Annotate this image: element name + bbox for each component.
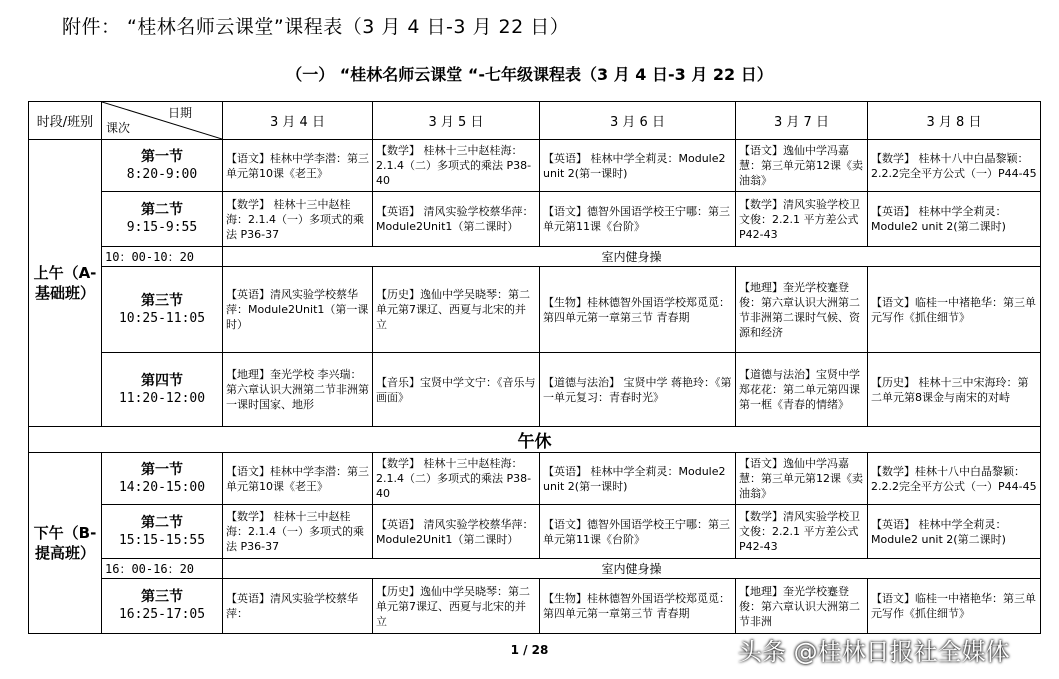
lesson-cell[interactable]: 【语文】桂林中学李潜：第三单元第10课《老王》 — [223, 140, 373, 192]
lunch-label: 午休 — [29, 427, 1041, 453]
morning-slot-3: 第三节 10:25-11:05 — [102, 267, 223, 353]
lesson-cell[interactable]: 【数学】清风实验学校卫文俊：2.2.1 平方差公式 P42-43 — [736, 192, 868, 247]
afternoon-period-label: 下午（B-提高班） — [29, 453, 102, 634]
header-date-5: 3 月 8 日 — [868, 102, 1041, 140]
table-row — [29, 267, 1041, 353]
lesson-cell[interactable]: 【语文】临桂一中褚艳华：第三单元写作《抓住细节》 — [868, 579, 1041, 634]
lesson-cell[interactable]: 【数学】 桂林十三中赵桂海：2.1.4（一）多项式的乘法 P36-37 — [223, 192, 373, 247]
lesson-cell[interactable]: 【英语】 桂林中学全莉灵：Module2 unit 2(第一课时) — [540, 140, 736, 192]
lesson-cell[interactable]: 【英语】清风实验学校蔡华萍：Module2Unit1（第一课时） — [223, 267, 373, 353]
afternoon-slot-3: 第三节 16:25-17:05 — [102, 579, 223, 634]
header-date-label: 日期 — [167, 106, 192, 120]
lesson-cell[interactable]: 【英语】清风实验学校蔡华萍： — [223, 579, 373, 634]
header-lesson-label: 课次 — [106, 121, 131, 135]
header-row — [29, 102, 1041, 140]
header-date-2: 3 月 5 日 — [373, 102, 540, 140]
break-row — [29, 559, 1041, 579]
watermark: 头条 @桂林日报社全媒体 — [738, 638, 1010, 666]
morning-break-time: 10：00-10：20 — [102, 247, 223, 267]
lesson-cell[interactable]: 【英语】 桂林中学全莉灵：Module2 unit 2(第一课时) — [540, 453, 736, 505]
header-date-3: 3 月 6 日 — [540, 102, 736, 140]
afternoon-slot-2: 第二节 15:15-15:55 — [102, 505, 223, 559]
table-row — [29, 192, 1041, 247]
morning-slot-1: 第一节 8:20-9:00 — [102, 140, 223, 192]
lesson-cell[interactable]: 【地理】奎光学校 李兴瑞：第六章认识大洲第二节非洲第一课时国家、地形 — [223, 353, 373, 427]
schedule-table — [28, 101, 1041, 634]
lesson-cell[interactable]: 【语文】临桂一中褚艳华：第三单元写作《抓住细节》 — [868, 267, 1041, 353]
lesson-cell[interactable]: 【历史】逸仙中学吴晓琴：第二单元第7课辽、西夏与北宋的并立 — [373, 267, 540, 353]
table-row — [29, 353, 1041, 427]
lunch-row — [29, 427, 1041, 453]
afternoon-break-label: 室内健身操 — [223, 559, 1041, 579]
morning-slot-2: 第二节 9:15-9:55 — [102, 192, 223, 247]
attachment-title: 附件： “桂林名师云课堂”课程表（3 月 4 日-3 月 22 日） — [62, 16, 570, 38]
lesson-cell[interactable]: 【数学】 桂林十三中赵桂海：2.1.4（一）多项式的乘法 P36-37 — [223, 505, 373, 559]
table-row — [29, 505, 1041, 559]
lesson-cell[interactable]: 【音乐】宝贤中学文宁：《音乐与画面》 — [373, 353, 540, 427]
break-row — [29, 247, 1041, 267]
header-date-4: 3 月 7 日 — [736, 102, 868, 140]
schedule-subtitle: （一） “桂林名师云课堂 “-七年级课程表（3 月 4 日-3 月 22 日） — [286, 65, 773, 84]
header-date-1: 3 月 4 日 — [223, 102, 373, 140]
lesson-cell[interactable]: 【地理】奎光学校蹇登俊：第六章认识大洲第二节非洲 — [736, 579, 868, 634]
lesson-cell[interactable]: 【语文】逸仙中学冯嘉慧：第三单元第12课《卖油翁》 — [736, 453, 868, 505]
lesson-cell[interactable]: 【数学】桂林十八中白晶黎颖：2.2.2完全平方公式（一）P44-45 — [868, 453, 1041, 505]
lesson-cell[interactable]: 【生物】桂林德智外国语学校郑觅觅：第四单元第一章第三节 青春期 — [540, 579, 736, 634]
afternoon-break-time: 16：00-16：20 — [102, 559, 223, 579]
lesson-cell[interactable]: 【数学】 桂林十八中白晶黎颖：2.2.2完全平方公式（一）P44-45 — [868, 140, 1041, 192]
table-row — [29, 453, 1041, 505]
lesson-cell[interactable]: 【语文】德智外国语学校王宁哪：第三单元第11课《台阶》 — [540, 505, 736, 559]
lesson-cell[interactable]: 【数学】 桂林十三中赵桂海：2.1.4（二）多项式的乘法 P38-40 — [373, 453, 540, 505]
lesson-cell[interactable]: 【历史】 桂林十三中宋海玲：第二单元第8课金与南宋的对峙 — [868, 353, 1041, 427]
morning-period-label: 上午（A-基础班） — [29, 140, 102, 427]
table-row — [29, 579, 1041, 634]
lesson-cell[interactable]: 【数学】 桂林十三中赵桂海：2.1.4（二）多项式的乘法 P38-40 — [373, 140, 540, 192]
lesson-cell[interactable]: 【英语】 桂林中学全莉灵：Module2 unit 2(第二课时) — [868, 505, 1041, 559]
lesson-cell[interactable]: 【语文】逸仙中学冯嘉慧：第三单元第12课《卖油翁》 — [736, 140, 868, 192]
lesson-cell[interactable]: 【生物】桂林德智外国语学校郑觅觅：第四单元第一章第三节 青春期 — [540, 267, 736, 353]
lesson-cell[interactable]: 【英语】 清风实验学校蔡华萍：Module2Unit1（第二课时） — [373, 505, 540, 559]
lesson-cell[interactable]: 【道德与法治】 宝贤中学 蒋艳玲：《第一单元复习：青春时光》 — [540, 353, 736, 427]
page-number: 1 / 28 — [510, 643, 549, 657]
lesson-cell[interactable]: 【数学】清风实验学校卫文俊：2.2.1 平方差公式 P42-43 — [736, 505, 868, 559]
lesson-cell[interactable]: 【语文】桂林中学李潜：第三单元第10课《老王》 — [223, 453, 373, 505]
morning-slot-4: 第四节 11:20-12:00 — [102, 353, 223, 427]
lesson-cell[interactable]: 【英语】 清风实验学校蔡华萍：Module2Unit1（第二课时） — [373, 192, 540, 247]
lesson-cell[interactable]: 【语文】德智外国语学校王宁哪：第三单元第11课《台阶》 — [540, 192, 736, 247]
lesson-cell[interactable]: 【道德与法治】宝贤中学 郑花花：第二单元第四课第一框《青春的情绪》 — [736, 353, 868, 427]
lesson-cell[interactable]: 【地理】奎光学校蹇登俊：第六章认识大洲第二节非洲第二课时气候、资源和经济 — [736, 267, 868, 353]
header-diagonal-cell — [102, 102, 223, 140]
morning-break-label: 室内健身操 — [223, 247, 1041, 267]
afternoon-slot-1: 第一节 14:20-15:00 — [102, 453, 223, 505]
header-period-class: 时段/班别 — [29, 102, 102, 140]
lesson-cell[interactable]: 【英语】 桂林中学全莉灵：Module2 unit 2(第二课时) — [868, 192, 1041, 247]
lesson-cell[interactable]: 【历史】逸仙中学吴晓琴：第二单元第7课辽、西夏与北宋的并立 — [373, 579, 540, 634]
table-row — [29, 140, 1041, 192]
